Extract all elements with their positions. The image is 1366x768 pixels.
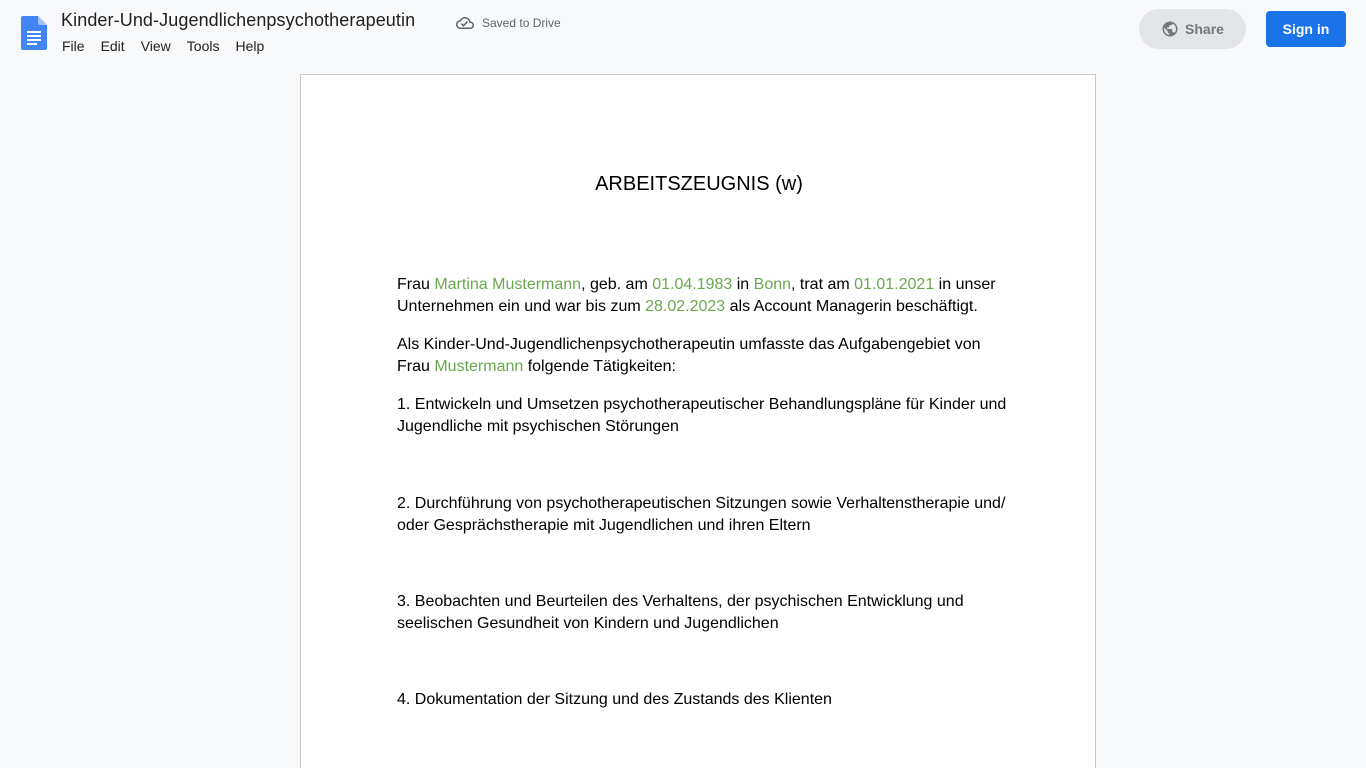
- task-item: 1. Entwickeln und Umsetzen psychotherapeutischer Behandlungspläne für Kinder und Jugendliche mit psychischen Störungen: [397, 396, 1007, 435]
- task-item: 2. Durchführung von psychotherapeutischen Sitzungen sowie Verhaltenstherapie und/ oder Gesprächstherapie mit Jugendlichen und ihren Eltern: [397, 495, 1006, 534]
- task-item: 3. Beobachten und Beurteilen des Verhaltens, der psychischen Entwicklung und seelischen Gesundheit von Kindern und Jugendlichen: [397, 593, 964, 632]
- menu-file[interactable]: File: [62, 38, 85, 54]
- text-run: Als Kinder-Und-Jugendlichenpsychotherapeutin umfasste das Aufgabengebiet von Frau: [397, 336, 981, 375]
- intro-paragraph: [397, 274, 1007, 318]
- menu-view[interactable]: View: [140, 38, 171, 54]
- app-header: [0, 0, 1366, 64]
- sign-in-button[interactable]: Sign in: [1266, 11, 1346, 47]
- employee-surname: Mustermann: [434, 358, 524, 375]
- save-status-label: Saved to Drive: [482, 16, 561, 30]
- menu-edit[interactable]: Edit: [100, 38, 125, 54]
- start-date: 01.01.2021: [854, 276, 935, 293]
- globe-icon: [1161, 20, 1179, 38]
- document-page[interactable]: [300, 74, 1096, 768]
- menu-help[interactable]: Help: [235, 38, 265, 54]
- text-run: folgende Tätigkeiten:: [523, 358, 676, 375]
- birth-city: Bonn: [753, 276, 792, 293]
- end-date: 28.02.2023: [645, 298, 726, 315]
- text-run: Frau: [397, 276, 435, 293]
- text-run: in unser Unternehmen ein und war bis zum: [397, 276, 996, 315]
- text-run: in: [732, 276, 754, 293]
- text-run: , trat am: [791, 276, 855, 293]
- save-status[interactable]: [456, 14, 561, 32]
- duties-intro-paragraph: [397, 334, 1007, 378]
- employee-name: Martina Mustermann: [434, 276, 582, 293]
- document-heading: ARBEITSZEUGNIS (w): [595, 173, 803, 195]
- menu-tools[interactable]: Tools: [186, 38, 220, 54]
- birth-date: 01.04.1983: [652, 276, 733, 293]
- share-button[interactable]: [1139, 9, 1246, 49]
- cloud-done-icon: [456, 14, 474, 32]
- menu-bar: [54, 37, 272, 57]
- task-item: 4. Dokumentation der Sitzung und des Zustands des Klienten: [397, 691, 832, 708]
- text-run: als Account Managerin beschäftigt.: [725, 298, 978, 315]
- google-docs-icon[interactable]: [21, 16, 47, 50]
- document-title[interactable]: Kinder-Und-Jugendlichenpsychotherapeutin: [61, 10, 416, 30]
- share-label: Share: [1185, 21, 1224, 37]
- text-run: , geb. am: [581, 276, 653, 293]
